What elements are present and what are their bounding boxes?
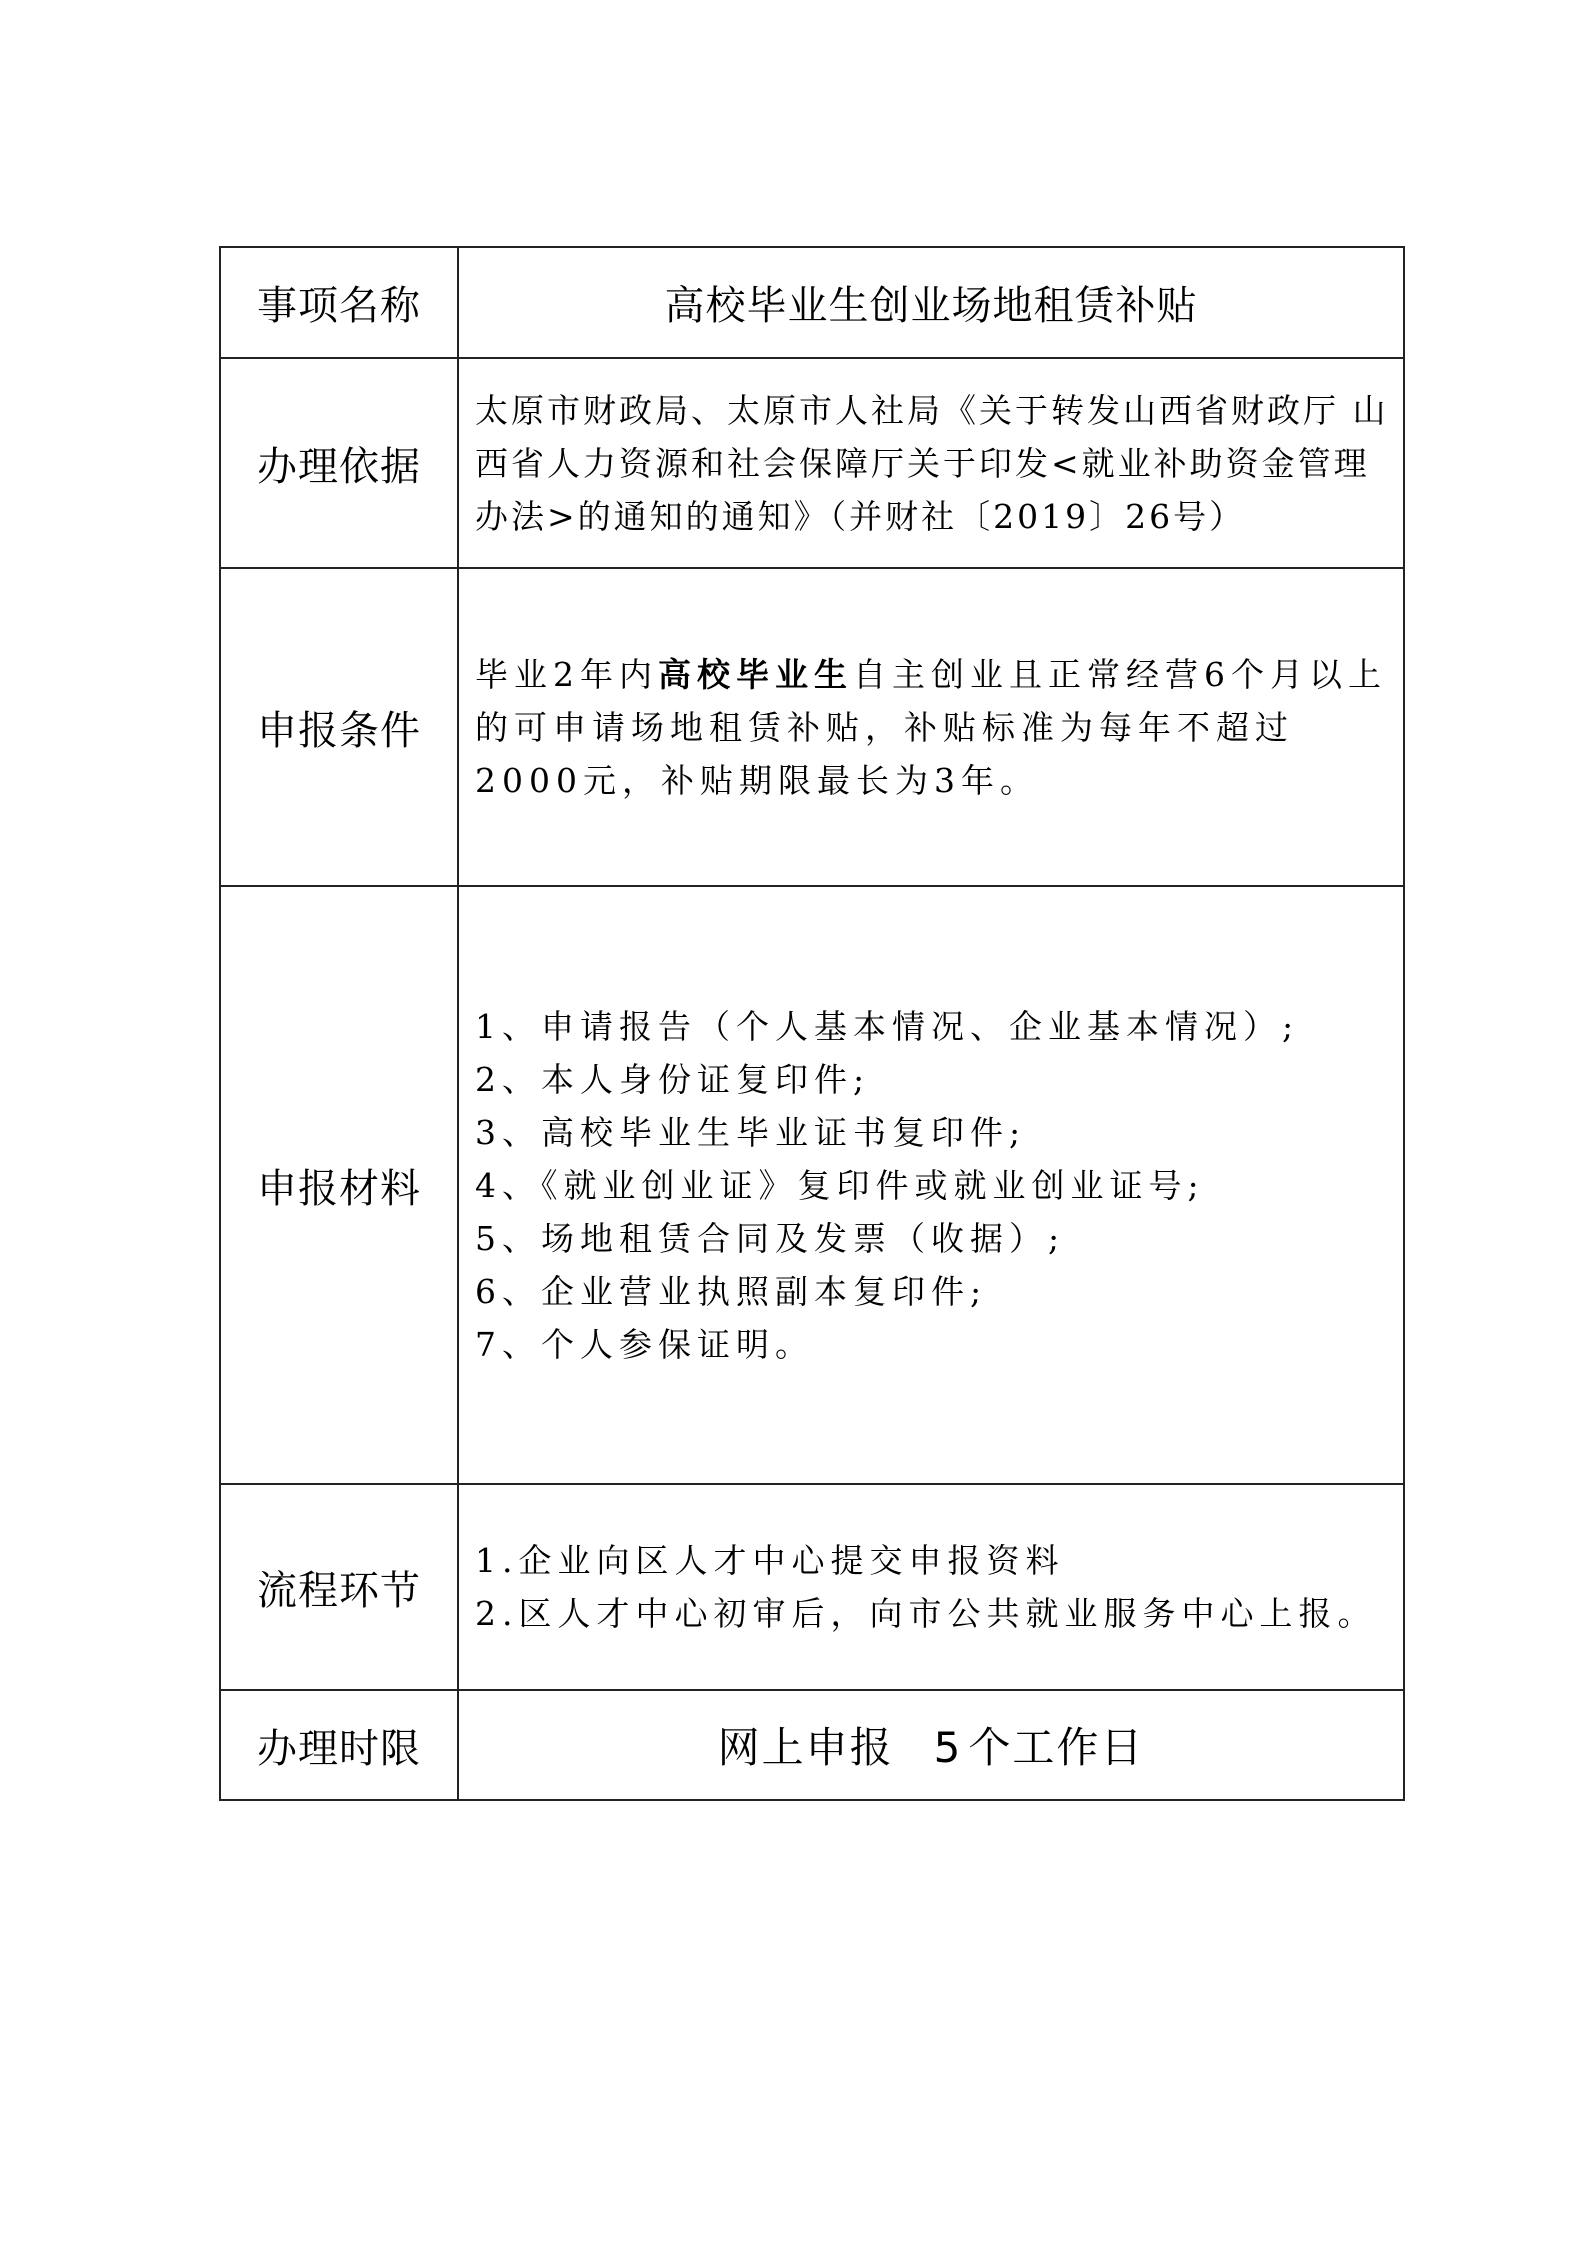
time-limit-days-number: 5: [933, 1723, 963, 1772]
process-step: 1.企业向区人才中心提交申报资料: [475, 1541, 1065, 1580]
label-time-limit: 办理时限: [220, 1690, 458, 1800]
label-item-name: 事项名称: [220, 247, 458, 358]
material-item: 3、高校毕业生毕业证书复印件;: [475, 1112, 1027, 1152]
label-conditions: 申报条件: [220, 568, 458, 886]
time-limit-days-unit: 个工作日: [968, 1723, 1145, 1772]
label-basis: 办理依据: [220, 358, 458, 568]
row-process: [220, 1484, 1404, 1690]
conditions-text-start: 毕业2年内: [475, 654, 658, 694]
time-limit-method: 网上申报: [717, 1723, 894, 1772]
material-item: 6、企业营业执照副本复印件;: [475, 1271, 988, 1311]
service-item-table: [219, 246, 1405, 1801]
value-basis: 太原市财政局、太原市人社局《关于转发山西省财政厅 山西省人力资源和社会保障厅关于印发<就业补助资金管理办法>的通知的通知》（并财社〔2019〕26号）: [458, 358, 1404, 568]
row-conditions: [220, 568, 1404, 886]
material-item: 7、个人参保证明。: [475, 1324, 814, 1364]
label-process: 流程环节: [220, 1484, 458, 1690]
value-conditions: [458, 568, 1404, 886]
row-basis: [220, 358, 1404, 568]
row-time-limit: [220, 1690, 1404, 1800]
conditions-text-end: 自主创业且正常经营6个月以上的可申请场地租赁补贴，补贴标准为每年不超过2000元，补贴期限最长为3年。: [475, 654, 1387, 800]
material-item: 2、本人身份证复印件;: [475, 1059, 871, 1099]
material-item: 5、场地租赁合同及发票（收据）;: [475, 1218, 1066, 1258]
material-item: 1、申请报告（个人基本情况、企业基本情况）;: [475, 1006, 1300, 1046]
row-materials: [220, 886, 1404, 1484]
conditions-highlight: 高校毕业生: [658, 654, 853, 694]
value-item-name: 高校毕业生创业场地租赁补贴: [458, 247, 1404, 358]
label-materials: 申报材料: [220, 886, 458, 1484]
value-materials: [458, 886, 1404, 1484]
process-step: 2.区人才中心初审后，向市公共就业服务中心上报。: [475, 1594, 1377, 1633]
time-limit-days: [934, 1723, 1145, 1772]
value-time-limit: [458, 1690, 1404, 1800]
row-item-name: [220, 247, 1404, 358]
value-process: [458, 1484, 1404, 1690]
material-item: 4、《就业创业证》复印件或就业创业证号;: [475, 1165, 1205, 1205]
